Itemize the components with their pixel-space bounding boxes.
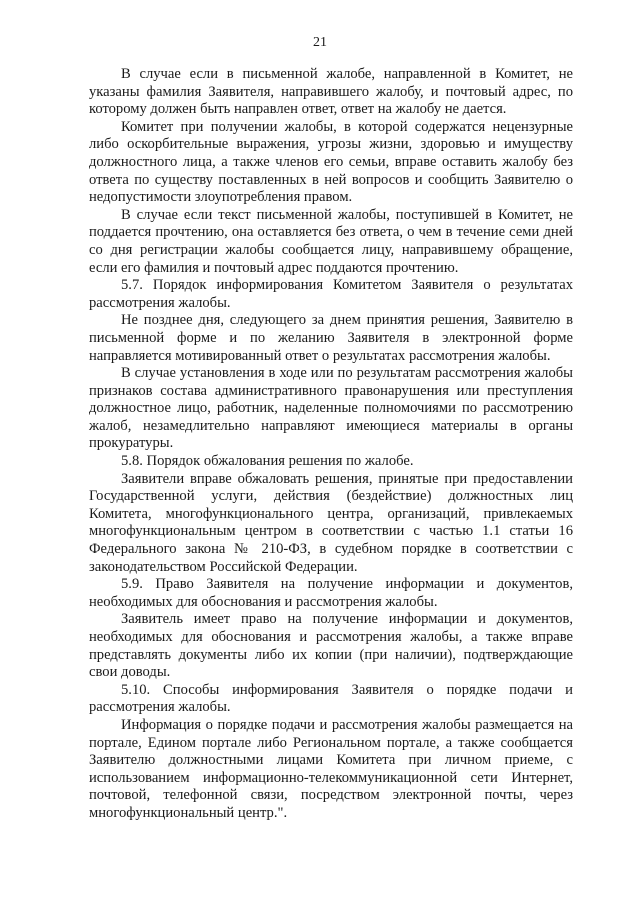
paragraph-information-methods: Информация о порядке подачи и рассмотрения жалобы размещается на портале, Едином портале либо Региональном портале, а также сообщается Заявителю должностными лицами Комитета при личном приеме, с использованием информационно-телекоммуникационной сети Интернет, почтовой, телефонной связи, посредством электронной почты, через многофункциональный центр.". (89, 716, 573, 821)
paragraph-obscene-complaint: Комитет при получении жалобы, в которой содержатся нецензурные либо оскорбительные выражения, угрозы жизни, здоровью и имуществу должностного лица, а также членов его семьи, вправе оставить жалобу без ответа по существу поставленных в ней вопросов и сообщить Заявителю о недопустимости злоупотребления правом. (89, 118, 573, 206)
paragraph-right-to-information: Заявитель имеет право на получение информации и документов, необходимых для обоснования и рассмотрения жалобы, а также вправе представлять документы либо их копии (при наличии), подтверждающие свои доводы. (89, 611, 573, 681)
section-5-8-heading: 5.8. Порядок обжалования решения по жалобе. (121, 453, 414, 470)
section-5-7-heading: 5.7. Порядок информирования Комитетом Заявителя о результатах рассмотрения жалобы. (89, 277, 573, 311)
paragraph-no-surname: В случае если в письменной жалобе, направленной в Комитет, не указаны фамилия Заявителя, направившего жалобу, и почтовый адрес, по которому должен быть направлен ответ, ответ на жалобу не дается. (89, 66, 573, 118)
paragraph-prosecution: В случае установления в ходе или по результатам рассмотрения жалобы признаков состава административного правонарушения или преступления должностное лицо, работник, наделенные полномочиями по рассмотрению жалоб, незамедлительно направляют имеющиеся материалы в органы прокуратуры. (89, 365, 573, 452)
paragraph-unreadable-complaint: В случае если текст письменной жалобы, поступившей в Комитет, не поддается прочтению, она оставляется без ответа, о чем в течение семи дней со дня регистрации жалобы сообщается лицу, направившему обращение, если его фамилия и почтовый адрес поддаются прочтению. (89, 206, 573, 276)
section-5-9-heading: 5.9. Право Заявителя на получение информации и документов, необходимых для обоснования и рассмотрения жалобы. (89, 576, 573, 610)
page-number: 21 (313, 35, 327, 50)
section-5-10-heading: 5.10. Способы информирования Заявителя о порядке подачи и рассмотрения жалобы. (89, 681, 573, 716)
document-body (89, 66, 573, 823)
paragraph-response-deadline: Не позднее дня, следующего за днем принятия решения, Заявителю в письменной форме и по желанию Заявителя в электронной форме направляется мотивированный ответ о результатах рассмотрения жалобы. (89, 312, 573, 364)
paragraph-judicial-appeal: Заявители вправе обжаловать решения, принятые при предоставлении Государственной услуги, действия (бездействие) должностных лиц Комитета, многофункционального центра, организаций, привлекаемых многофункциональным центром в соответствии с частью 1.1 статьи 16 Федерального закона № 210-ФЗ, в судебном порядке в соответствии с законодательством Российской Федерации. (89, 470, 573, 575)
